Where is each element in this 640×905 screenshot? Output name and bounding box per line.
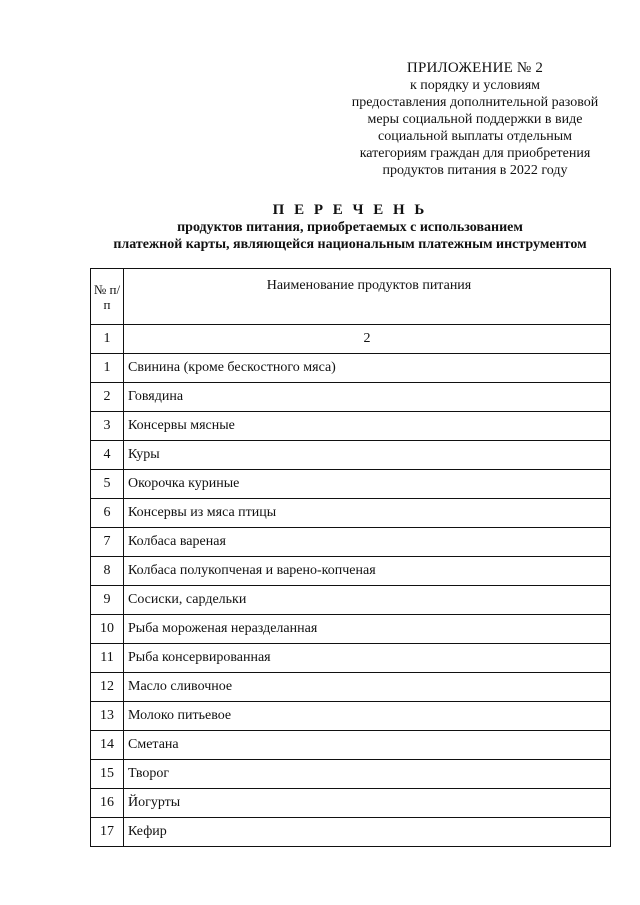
row-num: 2 <box>91 383 124 412</box>
row-name: Йогурты <box>124 789 611 818</box>
table-row <box>91 673 611 702</box>
row-name: Куры <box>124 441 611 470</box>
row-num: 8 <box>91 557 124 586</box>
row-name: Консервы из мяса птицы <box>124 499 611 528</box>
row-name: Окорочка куриные <box>124 470 611 499</box>
document-title: П Е Р Е Ч Е Н Ь <box>272 202 428 218</box>
appendix-line: социальной выплаты отдельным <box>378 129 572 144</box>
row-name: Говядина <box>124 383 611 412</box>
appendix-line: меры социальной поддержки в виде <box>367 112 583 127</box>
table-row <box>91 354 611 383</box>
row-name: Творог <box>124 760 611 789</box>
row-num: 7 <box>91 528 124 557</box>
row-name: Рыба мороженая неразделанная <box>124 615 611 644</box>
table-row <box>91 470 611 499</box>
row-num: 16 <box>91 789 124 818</box>
table-row <box>91 731 611 760</box>
row-num: 11 <box>91 644 124 673</box>
table-row <box>91 818 611 847</box>
table-row <box>91 615 611 644</box>
appendix-line: категориям граждан для приобретения <box>359 146 591 161</box>
table-row <box>91 557 611 586</box>
row-name: Сметана <box>124 731 611 760</box>
row-name: Масло сливочное <box>124 673 611 702</box>
appendix-line: к порядку и условиям <box>409 78 541 93</box>
header-name: Наименование продуктов питания <box>124 269 611 325</box>
column-index-row <box>91 325 611 354</box>
row-num: 3 <box>91 412 124 441</box>
row-name: Кефир <box>124 818 611 847</box>
table-row <box>91 644 611 673</box>
table-row <box>91 760 611 789</box>
row-num: 17 <box>91 818 124 847</box>
table-row <box>91 528 611 557</box>
appendix-line: продуктов питания в 2022 году <box>382 163 568 178</box>
table-row <box>91 499 611 528</box>
row-num: 10 <box>91 615 124 644</box>
row-num: 6 <box>91 499 124 528</box>
row-name: Рыба консервированная <box>124 644 611 673</box>
row-num: 9 <box>91 586 124 615</box>
row-name: Колбаса полукопченая и варено-копченая <box>124 557 611 586</box>
column-index-name: 2 <box>124 325 611 354</box>
table-row <box>91 383 611 412</box>
row-name: Колбаса вареная <box>124 528 611 557</box>
document-subtitle: продуктов питания, приобретаемых с использованием <box>177 220 523 235</box>
table-row <box>91 412 611 441</box>
appendix-block <box>330 60 620 179</box>
document-heading <box>80 201 620 253</box>
column-index-num: 1 <box>91 325 124 354</box>
header-num: № п/п <box>91 269 124 325</box>
row-num: 12 <box>91 673 124 702</box>
table-row <box>91 586 611 615</box>
row-num: 4 <box>91 441 124 470</box>
appendix-line: предоставления дополнительной разовой <box>351 95 599 110</box>
table-header-row <box>91 269 611 325</box>
row-num: 14 <box>91 731 124 760</box>
row-num: 13 <box>91 702 124 731</box>
row-name: Молоко питьевое <box>124 702 611 731</box>
row-num: 5 <box>91 470 124 499</box>
row-num: 1 <box>91 354 124 383</box>
table-row <box>91 702 611 731</box>
appendix-title: ПРИЛОЖЕНИЕ № 2 <box>406 60 544 76</box>
products-table <box>90 268 611 847</box>
table-row <box>91 441 611 470</box>
row-name: Сосиски, сардельки <box>124 586 611 615</box>
row-num: 15 <box>91 760 124 789</box>
table-row <box>91 789 611 818</box>
row-name: Свинина (кроме бескостного мяса) <box>124 354 611 383</box>
row-name: Консервы мясные <box>124 412 611 441</box>
document-subtitle: платежной карты, являющейся национальным платежным инструментом <box>113 237 587 252</box>
